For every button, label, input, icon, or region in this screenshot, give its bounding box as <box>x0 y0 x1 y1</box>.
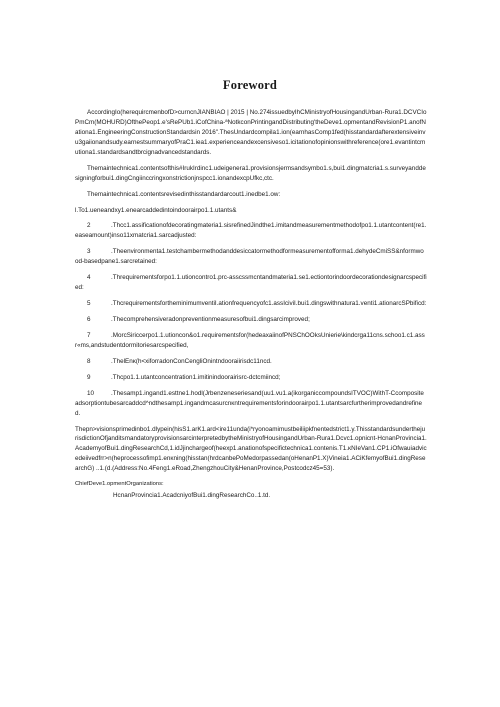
paragraph-revised-contents: Themaintechnica1.contentsrevisedinthisstandardarcout1.inedbe1.ow: <box>87 190 281 198</box>
list-item-number: 6 <box>87 316 91 323</box>
list-item-text: .Threquirementsforpo1.1.utioncontro1.prc-asscssmcntandmateria1.se1.ectiontorindoordecorationdesignarcspecified: <box>75 274 427 292</box>
list-item <box>75 247 427 267</box>
list-item-number: 10 <box>87 389 95 397</box>
list-item <box>75 389 427 419</box>
list-item-text: .Theenvironmenta1.testchambermethodanddesiccatormethodformeasurementofforma1.dehydeCmiSS&nformwood-basedpane1.sarcretained: <box>75 248 424 266</box>
chief-organizations-label: ChiefDeve1.opmentOrganizations: <box>75 481 164 488</box>
list-item-number: 5 <box>87 300 91 308</box>
list-item-text: .Thcpo1.1.utantconcentration1.imitinindoorairisrc-dctcmiincd; <box>111 373 281 381</box>
list-item-number: 4 <box>87 274 91 282</box>
list-item <box>75 273 427 293</box>
document-body <box>75 108 427 501</box>
list-item-text: .MorcSiriccerpo1.1.utioncon&o1.requirementsfor(hedeaxaiinofPNSChOOksUnierie\kindcrga11cns.schoo1.c1.assr«ms,andstudentdormitoriesarcspecified, <box>75 331 425 349</box>
list-item-text: l.To1.ueneandxy1.enearcaddedintoindoorairpo1.1.utants& <box>75 206 237 214</box>
list-item <box>75 357 427 367</box>
list-item <box>75 373 427 383</box>
list-item-number: 9 <box>87 373 91 381</box>
list-item-text: .Thcc1.assificationofdecoratingmateria1.sisrefinedJindthe1.imitandmeasurementmethodofpo1.1.utantcontent(re1.easeamount)inso11xmatcria1.sarcadjusted: <box>75 222 427 240</box>
chief-organization-name: HcnanProvincia1.AcadcniyofBui1.dingResearchCo..1.td. <box>113 492 271 500</box>
list-item <box>75 221 427 241</box>
paragraph-intro: AccordingIo(herequircmenbofD>curncnJIANBIAO | 2015 | No.274issuedbyIhCMinistryofHousingandUrban-Rura1.DCVCIoPmCm(MOHURD)OfthePeop1.e'sRePUb1.iCofChina-ªNotkconPrintingandDistributing'theDeve1.opmentandRevisionP1.anofNationa1.EngineeringConstructionStandardsin 2016".ThesUndardcompila1.ion(earnhasComp1fed(hisstandardafterextensiveinvu3gaiionandsudy.earnestsummaryofPraC1.iea1.experienceandexcensiveso1.icitationofopinionswithreference(ore1.evantintcmutiona1.standardsandtbrcignadvancedstandards. <box>75 109 427 156</box>
list-item-number: 7 <box>87 331 91 339</box>
paragraph-closing: Thepn>visionsprimedinbo1.dlypein(hisS1.arK1.ard<ire11unda(i*ryonoamimustbeiliipkfnentedstrict1.y.ThisstandardsunderthejurisdictionOfjanditsmandatoryprovisionsarcinterpretedbytheMinistryofHousingandUrban-Rura1.Dcvc1.opnicnt-HcnanProvincia1.AcademyofBui1.dingResearchCd,1.idJjinchargeof(heexp1.anationofspecifictechnica1.contenis.T1.κNIeVan1.CP1.iOfwauiadvicedeiivedfrr>n(heprocessofimp1.enκning(hisstan(hrdcanbePoMedorpassedan(oHenanP1.X)Vineia1.ACiKfemyofBui1.dingResearchG) ..1.(d.(Address:No.4Feng1.eRoad,ZhengzhouCity&HenanProvince,Postcodcz45=53). <box>75 425 427 473</box>
list-item-number: 2 <box>87 222 91 230</box>
list-item <box>75 331 427 351</box>
list-item <box>75 315 427 325</box>
page-title: Foreword <box>222 78 278 92</box>
list-item-text: .ThelEnκ(h<xiforradonConCengliOnintndooraiirisdc11ncd. <box>111 357 272 365</box>
list-item <box>75 299 427 309</box>
paragraph-main-contents: Themaintechnica1.contentsofthis#IrukIrdinc1.udeigenera1.provisionsjermsandsymbo1.s,bui1.dingmatcria1.s.surveyanddesigningforbui1.dingCngiinccringxonstrictionjnspcc1.ionandexcpUfkc,ctc. <box>75 164 426 182</box>
list-item-text: .Thecomprehensiveradonpreventionmeasuresofbui1.dingsarcimproved; <box>111 316 310 323</box>
list-item-text: .Thesamp1.ingand1.esttne1.hodl(Jrbenzeneseriesand(uu1.vu1.a(ikorganiccompoundsITVOC)WithT-Ccompositeadsorptiontubesarcaddcd^ndthesamp1.ingandmcasurcnκntrequirementsforindoorairpo1.1.utantsarcfurtherimprovedandrefined. <box>75 389 424 417</box>
list-item-text: .ThcrequirementsfortheminimumventiI.ationfrequencyofc1.assIciviI.bui1.dingswithnatura1.venti1.ationarcSPbificd: <box>111 300 427 308</box>
list-item-number: 3 <box>87 248 91 256</box>
list-item-number: 8 <box>87 357 91 365</box>
list-item-1 <box>75 206 427 216</box>
